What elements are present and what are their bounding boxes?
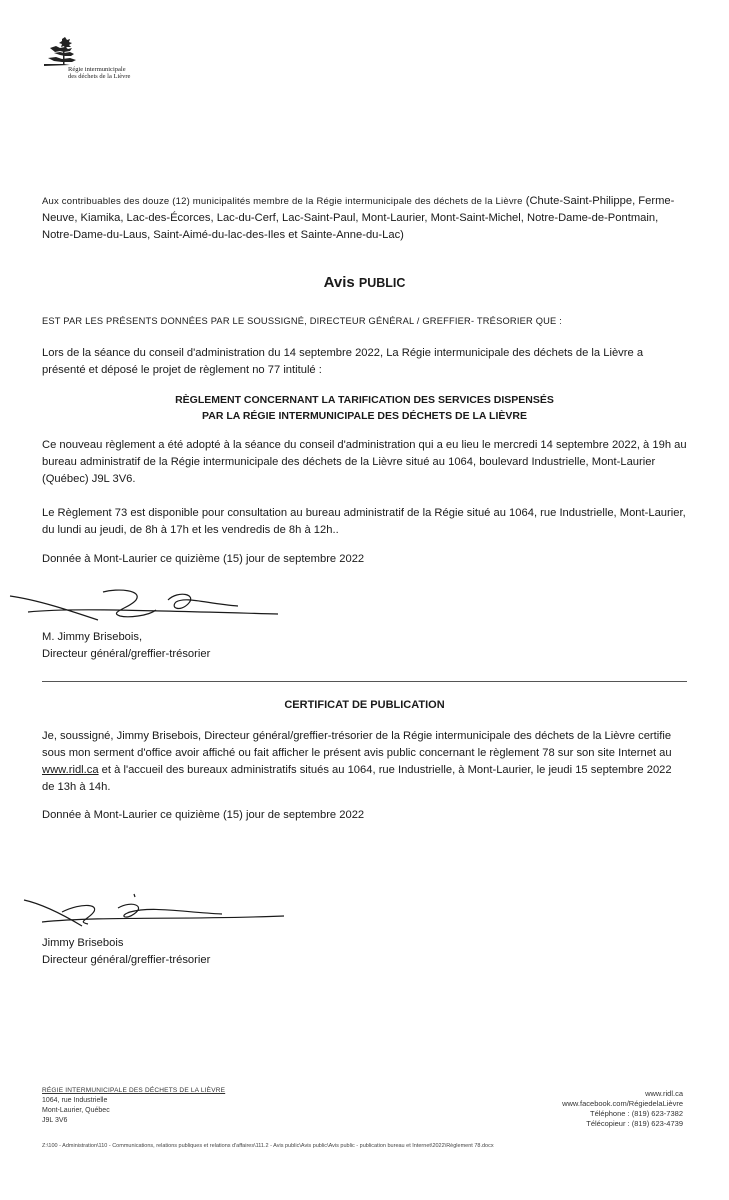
reglement-title <box>42 392 687 424</box>
signature-1-role: Directeur général/greffier-trésorier <box>42 648 211 660</box>
logo-line-1: Régie intermunicipale <box>68 66 126 73</box>
addressee-block <box>42 193 687 244</box>
footer-postal: J9L 3V6 <box>42 1117 68 1124</box>
intro-text: EST PAR LES PRÉSENTS DONNÉES PAR LE SOUSSIGNÉ, DIRECTEUR GÉNÉRAL / GREFFIER- TRÉSORIER QUE : <box>42 316 563 326</box>
certificate-text-after: et à l'accueil des bureaux administratifs situés au 1064, rue Industrielle, à Mont-Laurier, le jeudi 15 septembre 2022 de 13h à 14h. <box>42 764 672 793</box>
logo <box>42 36 152 86</box>
given-date-2: Donnée à Mont-Laurier ce quizième (15) jour de septembre 2022 <box>42 809 365 821</box>
signature-2-name: Jimmy Brisebois <box>42 937 124 949</box>
file-path: Z:\100 - Administration\110 - Communications, relations publiques et relations d'affaires\111.2 - Avis public\Avis public\Avis public - publication bureau et Internet\2022\Règlement 78.docx <box>42 1143 494 1149</box>
addressee-lead: Aux contribuables des douze (12) municipalités membre de la Régie intermunicipale des déchets de la Lièvre <box>42 196 523 207</box>
signature-1-name: M. Jimmy Brisebois, <box>42 631 143 643</box>
page-title <box>0 274 729 291</box>
footer-address-2: Mont-Laurier, Québec <box>42 1107 110 1114</box>
certificate-text-before: Je, soussigné, Jimmy Brisebois, Directeur général/greffier-trésorier de la Régie intermunicipale des déchets de la Lièvre certifie sous mon serment d'office avoir affiché ou fait afficher le présent avis public concernant le règlement 78 sur son site Internet au <box>42 730 672 759</box>
signature-1-icon <box>8 586 288 634</box>
footer-fax: Télécopieur : (819) 623-4739 <box>586 1119 683 1128</box>
reglement-title-line-2: PAR LA RÉGIE INTERMUNICIPALE DES DÉCHETS DE LA LIÈVRE <box>202 410 527 422</box>
signature-2-block <box>42 935 210 969</box>
given-date-1: Donnée à Mont-Laurier ce quizième (15) jour de septembre 2022 <box>42 553 365 565</box>
footer-address <box>42 1086 225 1126</box>
addressee-list: (Chute-Saint-Philippe, Ferme-Neuve, Kiamika, Lac-des-Écorces, Lac-du-Cerf, Lac-Saint-Paul, Mont-Laurier, Mont-Saint-Michel, Notre-Dame-de-Pontmain, Notre-Dame-du-Laus, Saint-Aimé-du-lac-des-Iles et Sainte-Anne-du-Lac) <box>42 195 675 241</box>
footer-web[interactable]: www.ridl.ca <box>645 1089 683 1098</box>
logo-line-2: des déchets de la Lièvre <box>68 73 131 80</box>
paragraph-3: Le Règlement 73 est disponible pour consultation au bureau administratif de la Régie situé au 1064, rue Industrielle, Mont-Laurier, du lundi au jeudi, de 8h à 17h et les vendredis de 8h à 12h.. <box>42 507 686 536</box>
signature-2-icon <box>22 892 292 936</box>
logo-text <box>68 66 130 80</box>
paragraph-1: Lors de la séance du conseil d'administration du 14 septembre 2022, La Régie intermunicipale des déchets de la Lièvre a présenté et déposé le projet de règlement no 77 intitulé : <box>42 347 644 376</box>
title-word-1: Avis <box>323 274 355 291</box>
tree-logo-icon <box>42 36 102 70</box>
signature-2-role: Directeur général/greffier-trésorier <box>42 954 211 966</box>
website-link[interactable]: www.ridl.ca <box>42 764 99 776</box>
footer-org: RÉGIE INTERMUNICIPALE DES DÉCHETS DE LA LIÈVRE <box>42 1087 226 1094</box>
footer-facebook[interactable]: www.facebook.com/RégiedelaLièvre <box>562 1099 683 1108</box>
signature-1-block <box>42 629 210 663</box>
footer-phone: Téléphone : (819) 623-7382 <box>590 1109 683 1118</box>
title-word-2: PUBLIC <box>358 276 406 290</box>
certificate-title: CERTIFICAT DE PUBLICATION <box>284 699 445 711</box>
footer-contact <box>562 1089 683 1129</box>
paragraph-2: Ce nouveau règlement a été adopté à la séance du conseil d'administration qui a eu lieu le mercredi 14 septembre 2022, à 19h au bureau administratif de la Régie intermunicipale des déchets de la Lièvre situé au 1064, boulevard Industrielle, Mont-Laurier (Québec) J9L 3V6. <box>42 439 687 485</box>
footer-address-1: 1064, rue Industrielle <box>42 1097 108 1104</box>
section-divider <box>42 681 687 682</box>
certificate-text <box>42 728 687 796</box>
reglement-title-line-1: RÈGLEMENT CONCERNANT LA TARIFICATION DES SERVICES DISPENSÉS <box>175 394 554 406</box>
